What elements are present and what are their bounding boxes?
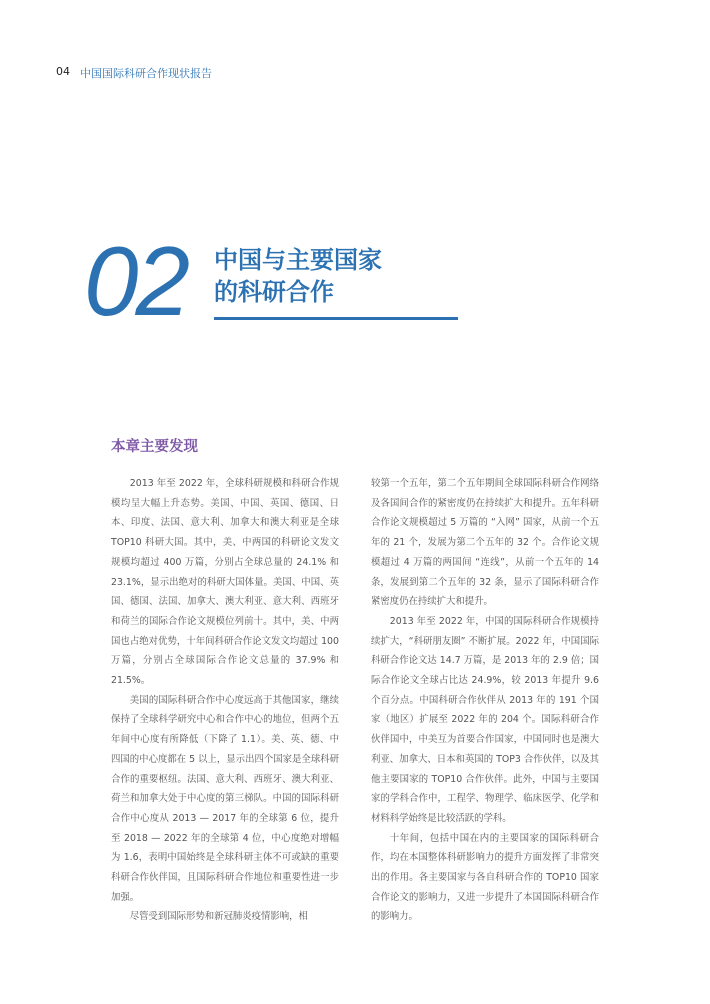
chapter-title — [214, 244, 382, 308]
page-header — [56, 65, 212, 81]
paragraph: 十年间，包括中国在内的主要国家的国际科研合作，均在本国整体科研影响力的提升方面发挥了非常突出的作用。各主要国家与各自科研合作的 TOP10 国家合作论文的影响力，又进一步提升了本国国际科研合作的影响力。 — [371, 832, 599, 923]
paragraph-continued: 较第一个五年，第二个五年期间全球国际科研合作网络及各国间合作的紧密度仍在持续扩大和提升。五年科研合作论文规模超过 5 万篇的 “入网” 国家，从前一个五年的 21 个，发展为第二个五年的 32 个。合作论文规模超过 4 万篇的两国间 “连线”，从前一个五年的 14 条，发展到第二个五年的 32 条，显示了国际科研合作紧密度仍在持续扩大和提升。 — [371, 478, 599, 608]
page-number: 04 — [56, 65, 70, 78]
chapter-title-line-2: 的科研合作 — [214, 278, 334, 306]
paragraph: 2013 年至 2022 年，中国的国际科研合作规模持续扩大，“科研朋友圈” 不断扩展。2022 年，中国国际科研合作论文达 14.7 万篇，是 2013 年的 2.9 倍；国际合作论文全球占比达 24.9%，较 2013 年提升 9.6 个百分点。中国科研合作伙伴从 2013 年的 191 个国家（地区）扩展至 2022 年的 204 个。国际科研合作伙伴国中，中美互为首要合作国家，中国同时也是澳大利亚、加拿大、日本和英国的 TOP3 合作伙伴，以及其他主要国家的 TOP10 合作伙伴。此外，中国与主要国家的学科合作中，工程学、物理学、临床医学、化学和材料科学始终是比较活跃的学科。 — [371, 615, 599, 824]
chapter-number: 02 — [84, 226, 188, 336]
section-heading: 本章主要发现 — [111, 439, 198, 455]
chapter-title-line-1: 中国与主要国家 — [214, 246, 382, 274]
paragraph: 美国的国际科研合作中心度远高于其他国家，继续保持了全球科学研究中心和合作中心的地位，但两个五年间中心度有所降低（下降了 1.1）。美、英、德、中四国的中心度都在 5 以上，显示出四个国家是全球科研合作的重要枢纽。法国、意大利、西班牙、澳大利亚、荷兰和加拿大处于中心度的第三梯队。中国的国际科研合作中心度从 2013 — 2017 年的全球第 6 位，提升至 2018 — 2022 年的全球第 4 位，中心度绝对增幅为 1.6，表明中国始终是全球科研主体不可或缺的重要科研合作伙伴国，且国际科研合作地位和重要性进一步加强。 — [111, 694, 339, 903]
paragraph: 2013 年至 2022 年，全球科研规模和科研合作规模均呈大幅上升态势。美国、中国、英国、德国、日本、印度、法国、意大利、加拿大和澳大利亚是全球 TOP10 科研大国。其中，美、中两国的科研论文发文规模均超过 400 万篇，分别占全球总量的 24.1% 和 23.1%，显示出绝对的科研大国体量。美国、中国、英国、德国、法国、加拿大、澳大利亚、意大利、西班牙和荷兰的国际合作论文规模位列前十。其中，美、中两国也占绝对优势，十年间科研合作论文发文均超过 100 万篇，分别占全球国际合作论文总量的 37.9% 和 21.5%。 — [111, 478, 339, 687]
right-column — [371, 474, 599, 927]
paragraph: 尽管受到国际形势和新冠肺炎疫情影响，相 — [129, 911, 308, 923]
running-title: 中国国际科研合作现状报告 — [80, 67, 212, 80]
title-underline — [214, 317, 458, 320]
left-column — [111, 474, 339, 927]
